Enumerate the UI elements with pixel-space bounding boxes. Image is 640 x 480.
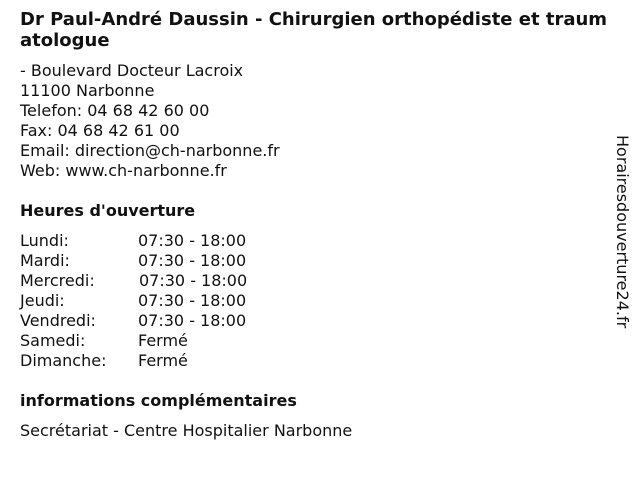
day-label: Samedi: — [20, 331, 86, 350]
hours-row-tuesday — [20, 251, 600, 271]
time-value: Fermé — [138, 331, 188, 350]
business-card — [20, 9, 608, 441]
day-label: Lundi: — [20, 231, 69, 250]
hours-row-monday — [20, 231, 600, 251]
day-label: Mercredi: — [20, 271, 95, 290]
time-value: 07:30 - 18:00 — [138, 291, 247, 310]
hours-row-saturday — [20, 331, 600, 351]
street-address: - Boulevard Docteur Lacroix — [20, 61, 244, 80]
time-value: 07:30 - 18:00 — [139, 271, 248, 290]
day-label: Jeudi: — [20, 291, 65, 310]
contact-block — [20, 61, 600, 181]
hours-row-friday — [20, 311, 600, 331]
time-value: 07:30 - 18:00 — [138, 311, 247, 330]
day-label: Mardi: — [20, 251, 70, 270]
day-label: Vendredi: — [20, 311, 96, 330]
time-value: 07:30 - 18:00 — [138, 231, 247, 250]
hours-heading: Heures d'ouverture — [20, 201, 196, 220]
web-line: Web: www.ch-narbonne.fr — [20, 161, 227, 180]
info-heading: informations complémentaires — [20, 391, 297, 410]
time-value: 07:30 - 18:00 — [138, 251, 247, 270]
info-text: Secrétariat - Centre Hospitalier Narbonne — [20, 421, 353, 440]
site-watermark: Horairesdouverture24.fr — [613, 135, 632, 329]
phone-line: Telefon: 04 68 42 60 00 — [20, 101, 210, 120]
hours-row-sunday — [20, 351, 600, 371]
page-title: Dr Paul-André Daussin - Chirurgien orthopédiste et traumatologue — [20, 9, 608, 51]
day-label: Dimanche: — [20, 351, 107, 370]
time-value: Fermé — [138, 351, 188, 370]
email-line: Email: direction@ch-narbonne.fr — [20, 141, 280, 160]
city-postal: 11100 Narbonne — [20, 81, 155, 100]
hours-row-wednesday — [20, 271, 600, 291]
hours-table — [20, 231, 600, 371]
hours-row-thursday — [20, 291, 600, 311]
fax-line: Fax: 04 68 42 61 00 — [20, 121, 180, 140]
